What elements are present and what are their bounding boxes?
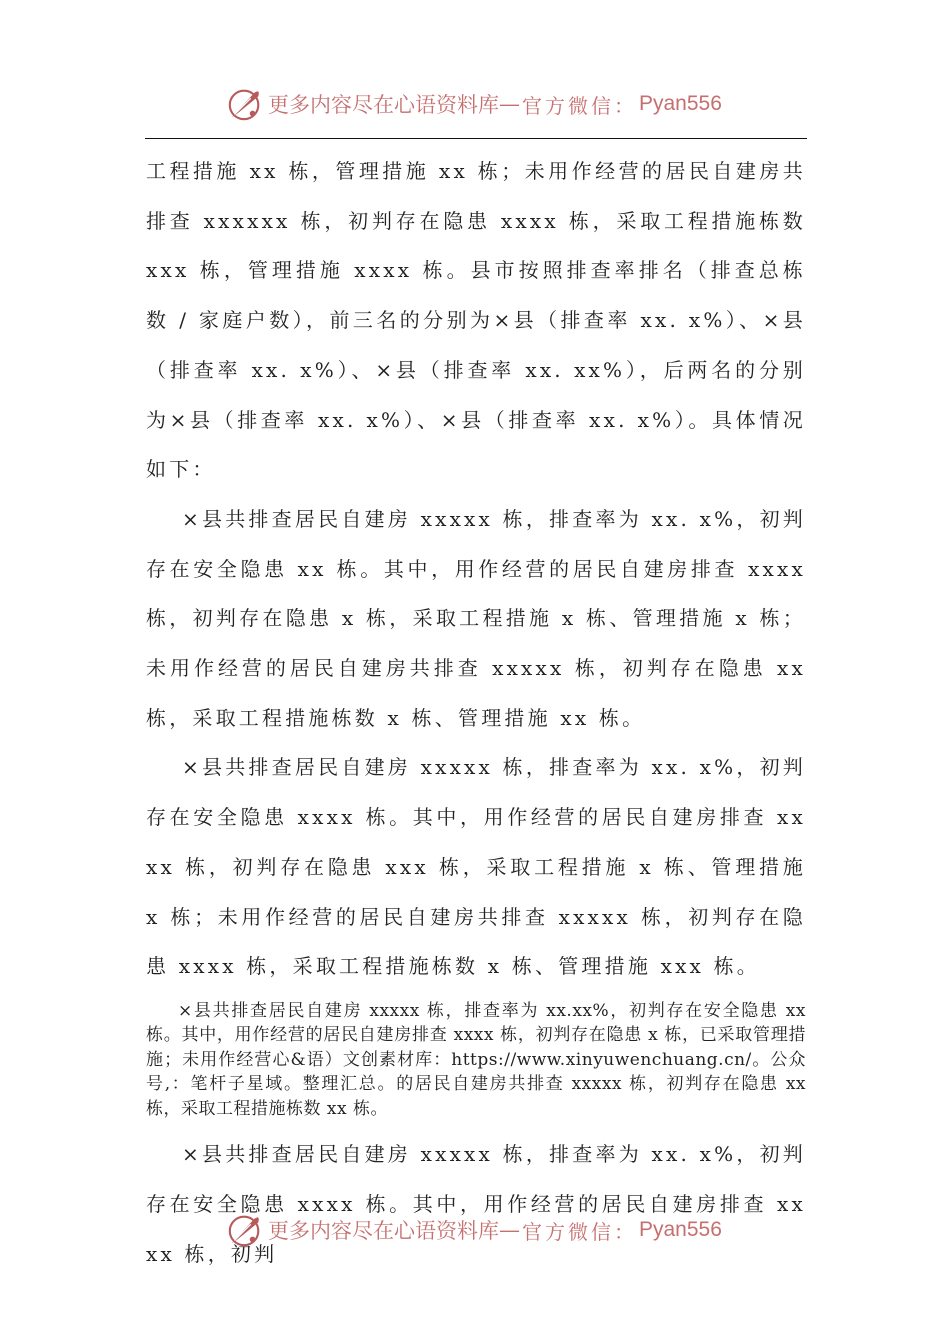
document-body [146, 147, 806, 1280]
header-brand-text: 更多内容尽在心语资料库 [268, 93, 499, 117]
paragraph-county-2: ×县共排查居民自建房 xxxxx 栋，排查率为 xx. x%，初判存在安全隐患 xxxx 栋。其中，用作经营的居民自建房排查 xxxx 栋，初判存在隐患 xxx 栋，采取工程措施 x 栋、管理措施 x 栋；未用作经营的居民自建房共排查 xxxxx 栋，初判存在隐患 xxxx 栋，采取工程措施栋数 x 栋、管理措施 xxx 栋。 [146, 755, 806, 979]
quill-logo-icon [226, 85, 264, 123]
footer-wechat-id: Pyan556 [639, 1218, 722, 1241]
footer-brand-text: 更多内容尽在心语资料库 [268, 1219, 499, 1243]
header-dash: — [499, 92, 520, 116]
paragraph-county-4: ×县共排查居民自建房 xxxxx 栋，排查率为 xx. x%，初判存在安全隐患 xxxx 栋。其中，用作经营的居民自建房排查 xxxx 栋，初判 [146, 1142, 806, 1266]
footer-wechat-label: 官方微信： [522, 1219, 637, 1244]
footer-dash: — [499, 1218, 520, 1242]
paragraph-county-3: ×县共排查居民自建房 xxxxx 栋，排查率为 xx.xx%，初判存在安全隐患 xx 栋。其中，用作经营的居民自建房排查 xxxx 栋，初判存在隐患 x 栋，已采取管理措施；未用作经营心&语）文创素材库：https://www.xinyuwenchuang.cn/。公众号,：笔杆子星域。整理汇总。的居民自建房共排查 xxxxx 栋，初判存在隐患 xx 栋，采取工程措施栋数 xx 栋。 [146, 1000, 806, 1119]
paragraph-summary: 工程措施 xx 栋，管理措施 xx 栋；未用作经营的居民自建房共排查 xxxxxx 栋，初判存在隐患 xxxx 栋，采取工程措施栋数 xxx 栋，管理措施 xxxx 栋。县市按照排查率排名（排查总栋数 / 家庭户数），前三名的分别为×县（排查率 xx. x%）、×县（排查率 xx. x%）、×县（排查率 xx. xx%），后两名的分别为×县（排查率 xx. x%）、×县（排查率 xx. x%）。具体情况如下： [146, 159, 806, 482]
footer-banner [226, 1210, 722, 1250]
header-wechat-id: Pyan556 [639, 92, 722, 115]
paragraph-county-1: ×县共排查居民自建房 xxxxx 栋，排查率为 xx. x%，初判存在安全隐患 xx 栋。其中，用作经营的居民自建房排查 xxxx 栋，初判存在隐患 x 栋，采取工程措施 x 栋、管理措施 x 栋；未用作经营的居民自建房共排查 xxxxx 栋，初判存在隐患 xx 栋，采取工程措施栋数 x 栋、管理措施 xx 栋。 [146, 506, 806, 730]
header-banner [226, 84, 722, 124]
quill-logo-icon [226, 1211, 264, 1249]
header-divider [145, 138, 807, 139]
header-wechat-label: 官方微信： [522, 93, 637, 118]
